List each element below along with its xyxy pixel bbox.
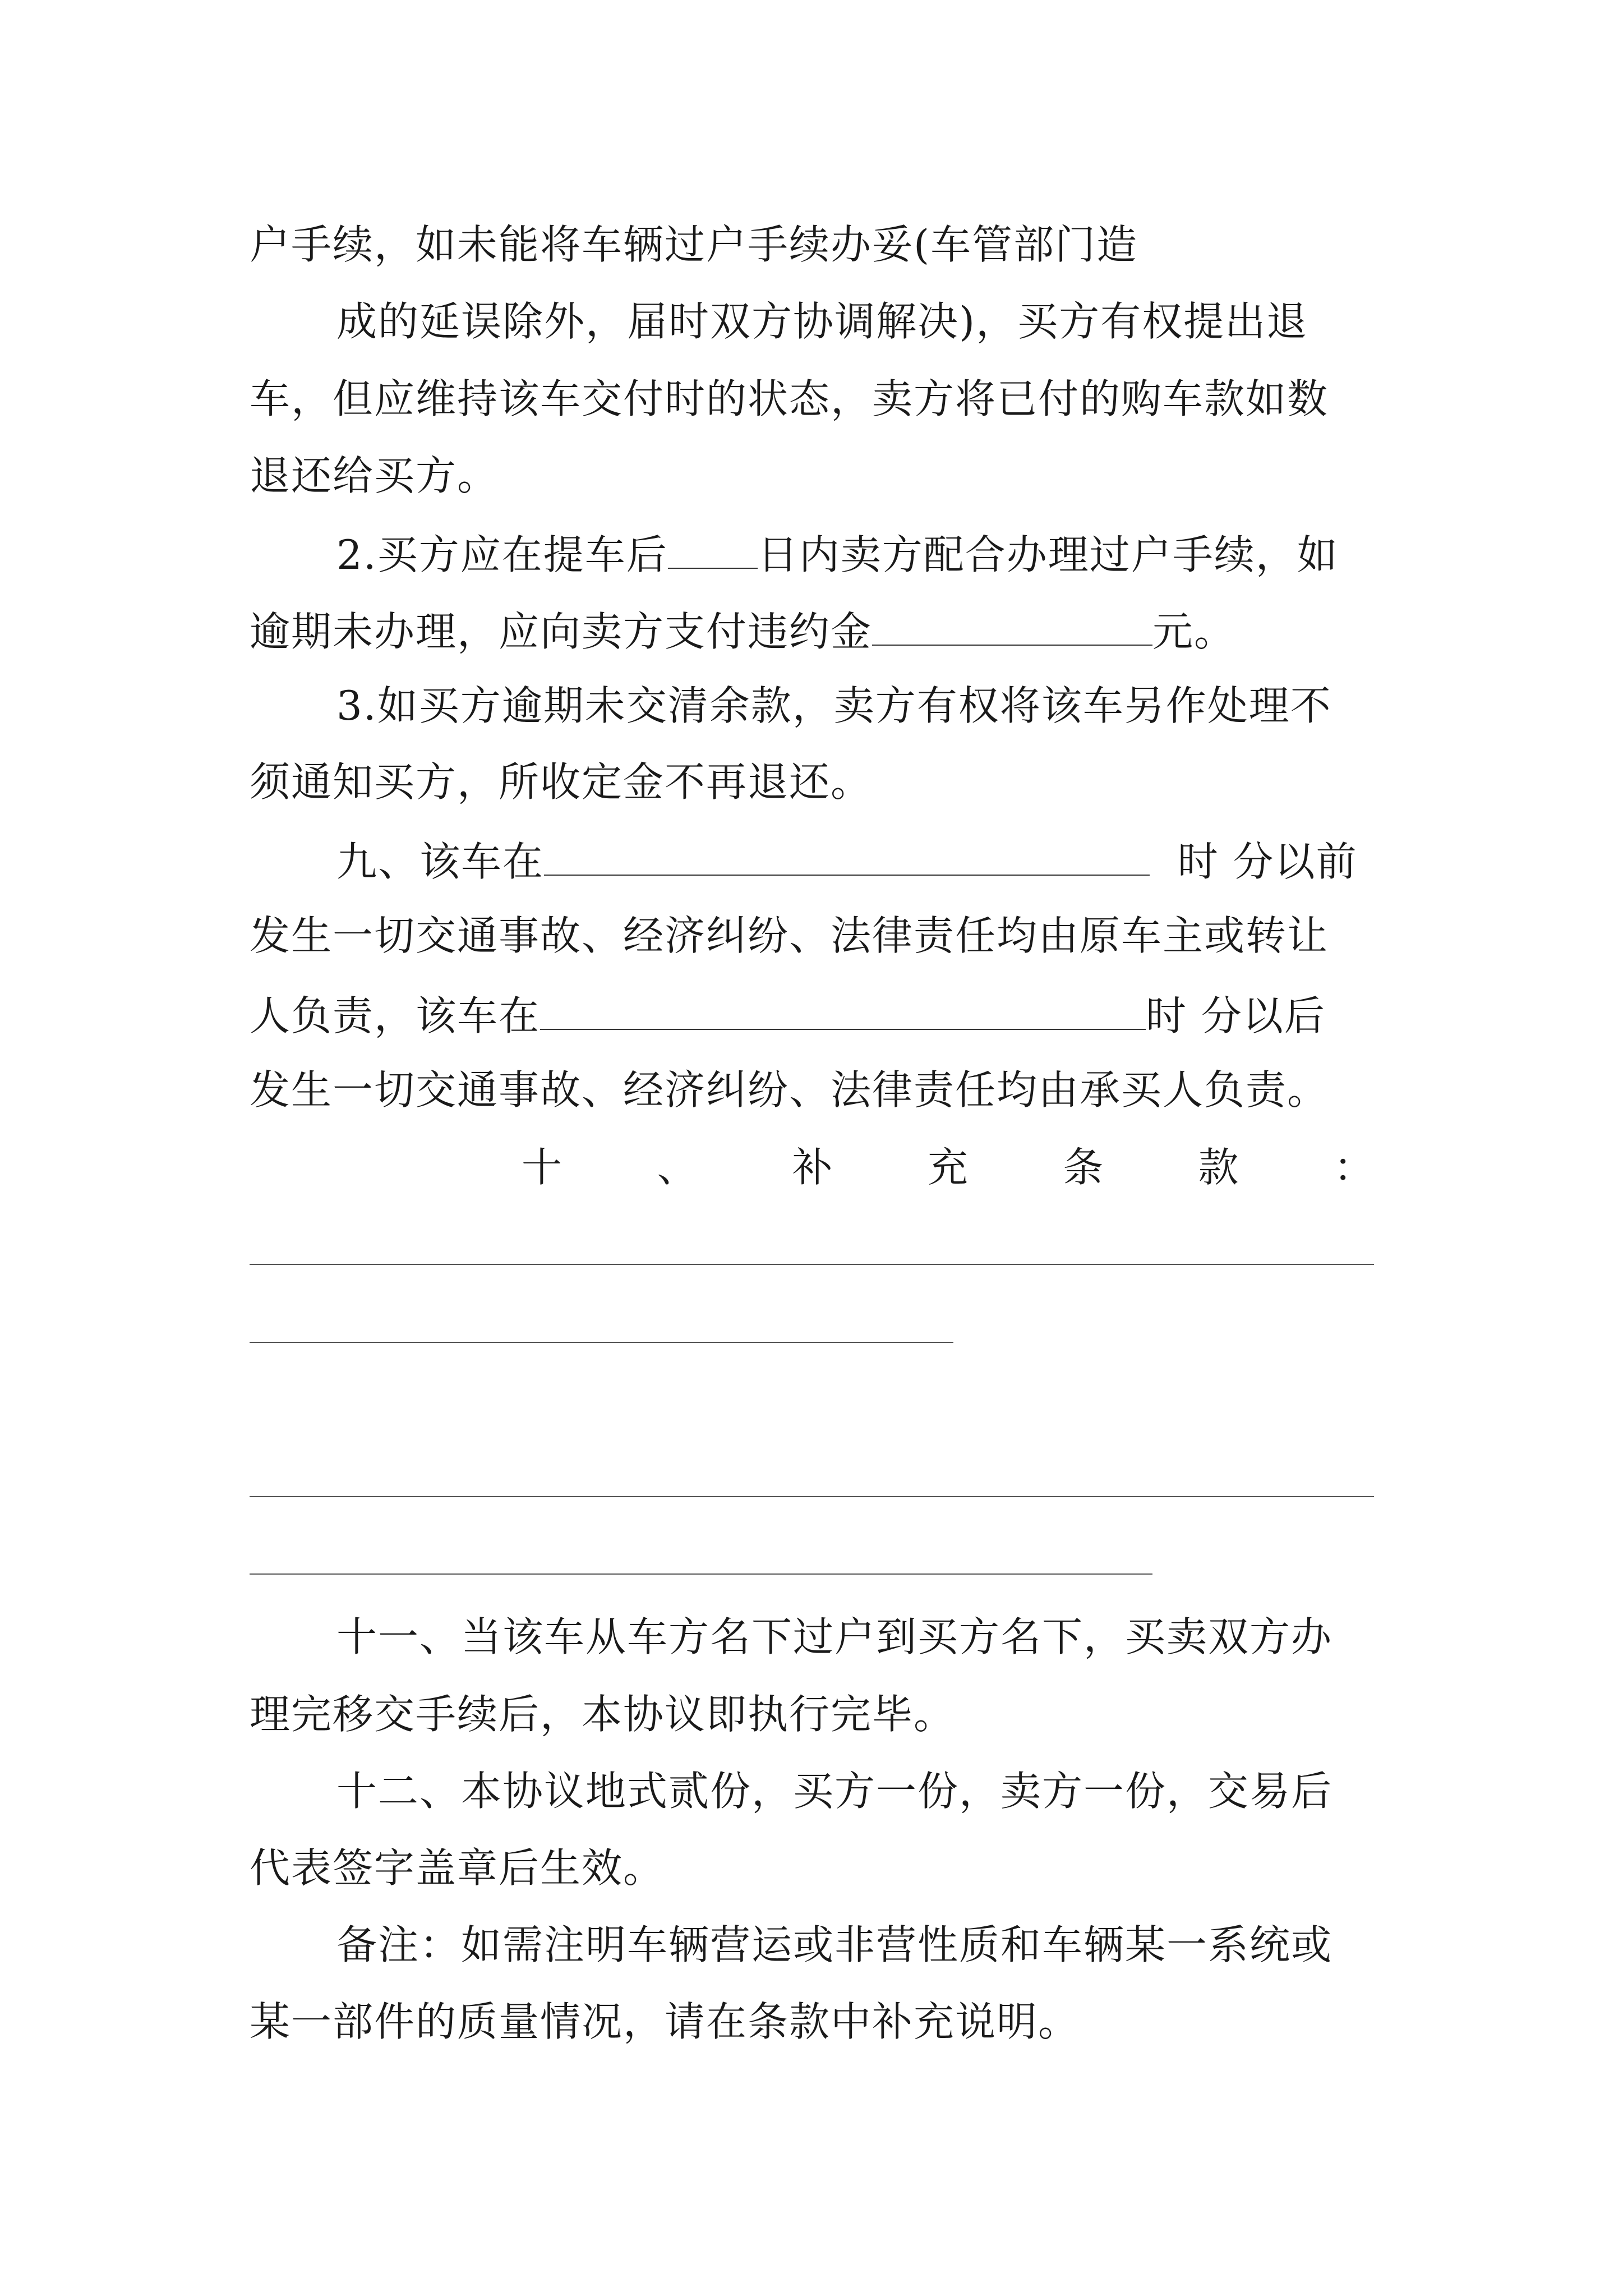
supplementary-terms-heading: [522, 1144, 1374, 1191]
date-after-blank: [540, 993, 1146, 1030]
clause-2-text: 2.买方应在提车后: [336, 531, 668, 578]
blank-rule: [250, 1496, 1374, 1497]
heading-char: ：: [1333, 1144, 1374, 1191]
paragraph-line: 须通知买方，所收定金不再退还。: [250, 758, 873, 806]
paragraph-line: [250, 992, 1326, 1039]
paragraph-line: 发生一切交通事故、经济纠纷、法律责任均由承买人负责。: [250, 1066, 1329, 1114]
paragraph-line: 某一部件的质量情况，请在条款中补充说明。: [250, 1998, 1080, 2045]
paragraph-line: 车，但应维持该车交付时的状态，卖方将已付的购车款如数: [250, 375, 1329, 422]
date-before-blank: [544, 839, 1150, 876]
time-before-text: 时 分以前: [1177, 838, 1358, 885]
clause-9-text-2: 人负责，该车在: [250, 992, 541, 1039]
paragraph-line: 理完移交手续后，本协议即执行完毕。: [250, 1691, 956, 1738]
blank-rule: [250, 1264, 1374, 1265]
currency-unit: 元。: [1152, 608, 1236, 655]
heading-char: 充: [927, 1144, 968, 1191]
paragraph-line: 成的延误除外，届时双方协调解决)，买方有权提出退: [336, 298, 1308, 345]
blank-rule: [250, 1342, 953, 1343]
blank-rule: [250, 1573, 1152, 1575]
heading-char: 十: [522, 1144, 562, 1191]
time-after-text: 时 分以后: [1146, 992, 1326, 1039]
heading-char: 款: [1198, 1144, 1239, 1191]
clause-2-text-cont: 日内卖方配合办理过户手续，如: [757, 531, 1339, 578]
heading-char: 补: [792, 1144, 833, 1191]
penalty-amount-blank: [872, 609, 1152, 646]
paragraph-line: 十二、本协议地式贰份，买方一份，卖方一份，交易后: [336, 1768, 1333, 1815]
paragraph-line: 3.如买方逾期未交清余款，卖方有权将该车另作处理不: [336, 682, 1332, 729]
clause-9-text: 九、该车在: [336, 838, 545, 885]
penalty-text: 逾期未办理，应向卖方支付违约金: [250, 608, 873, 655]
heading-char: 条: [1063, 1144, 1104, 1191]
paragraph-line: [250, 608, 1236, 655]
paragraph-line: [336, 531, 1339, 578]
paragraph-line: 代表签字盖章后生效。: [250, 1844, 665, 1892]
days-blank: [668, 532, 758, 569]
paragraph-line: 户手续，如未能将车辆过户手续办妥(车管部门造: [250, 221, 1138, 268]
paragraph-line: 退还给买方。: [250, 452, 499, 499]
heading-char: 、: [657, 1144, 698, 1191]
paragraph-line: [336, 838, 1358, 885]
paragraph-line: 发生一切交通事故、经济纠纷、法律责任均由原车主或转让: [250, 912, 1329, 959]
paragraph-line: 十一、当该车从车方名下过户到买方名下，买卖双方办: [336, 1613, 1333, 1660]
paragraph-line: 备注：如需注明车辆营运或非营性质和车辆某一系统或: [336, 1921, 1333, 1968]
